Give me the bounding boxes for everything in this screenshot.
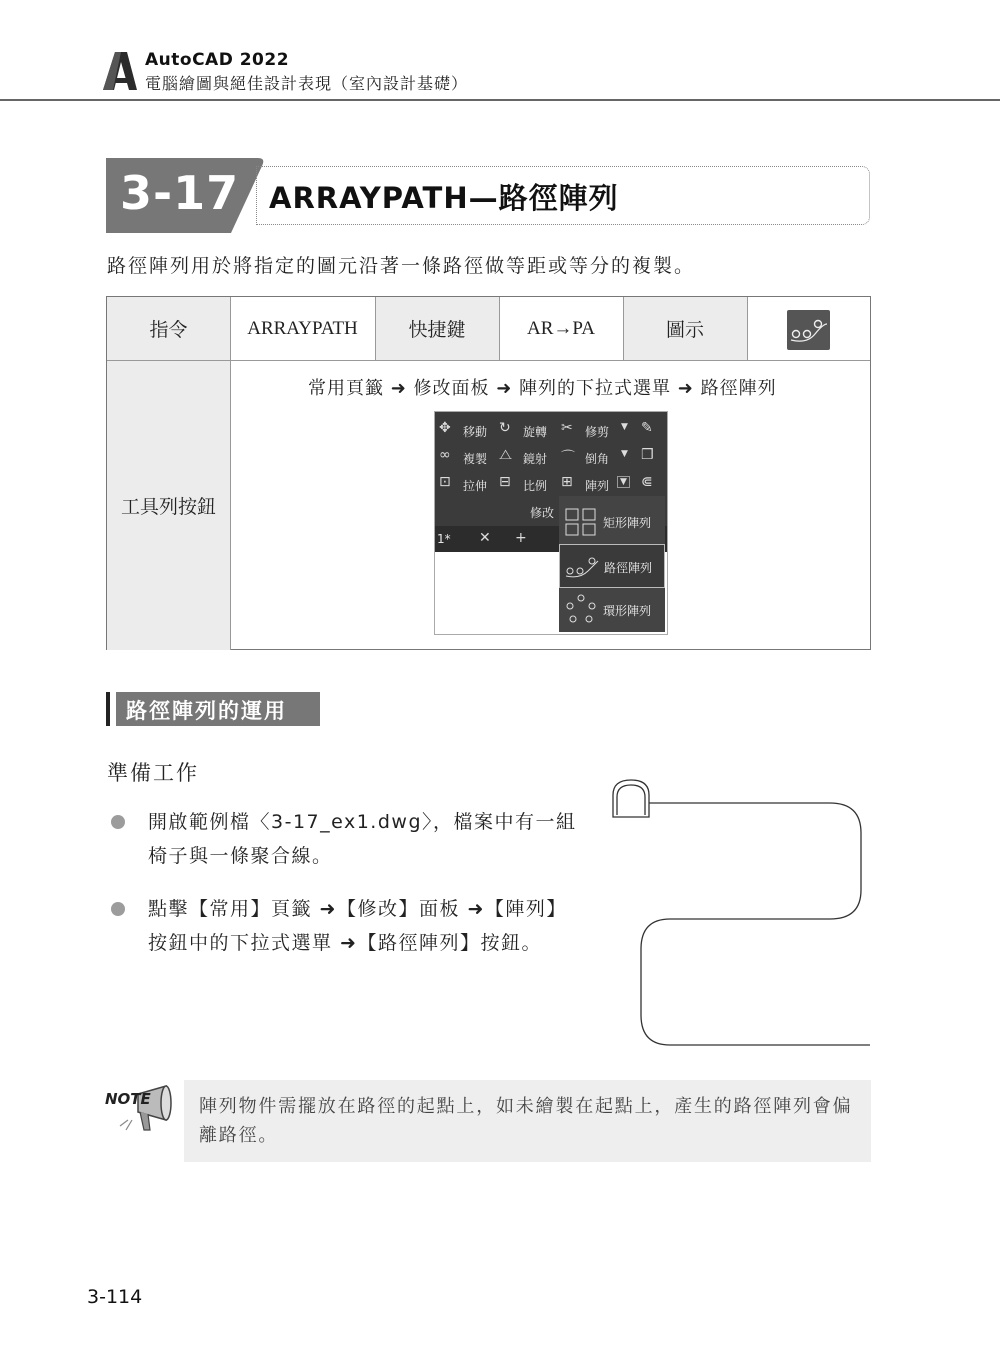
stretch-icon: ⊡ <box>439 474 451 490</box>
array-button[interactable]: 陣列 <box>585 479 610 493</box>
toolbar-label: 工具列按鈕 <box>120 495 216 518</box>
prep-heading: 準備工作 <box>107 761 199 785</box>
path-array-icon <box>564 553 600 581</box>
array-path-icon <box>787 310 830 350</box>
rotate-button[interactable]: 旋轉 <box>523 425 548 439</box>
command-value-cell <box>230 297 375 360</box>
polar-array-icon <box>565 594 597 626</box>
bullet-line: 按鈕中的下拉式選單 ➜【路徑陣列】按鈕。 <box>148 932 542 954</box>
trim-dropdown-icon[interactable]: ▼ <box>621 422 628 432</box>
menu-label: 路徑陣列 <box>604 561 653 575</box>
icon-label-cell <box>623 297 747 360</box>
array-dropdown-icon[interactable]: ▼ <box>617 476 630 488</box>
header-rule <box>0 99 1000 101</box>
intro-paragraph: 路徑陣列用於將指定的圖元沿著一條路徑做等距或等分的複製。 <box>107 255 696 277</box>
shortcut-label-cell <box>375 297 499 360</box>
bullet-line: 椅子與一條聚合線。 <box>148 845 333 867</box>
toolbar-path: 常用頁籤 ➜ 修改面板 ➜ 陣列的下拉式選單 ➜ 路徑陣列 <box>308 378 777 399</box>
subsection-bar <box>106 692 110 726</box>
section-title: ARRAYPATH—路徑陣列 <box>269 181 619 215</box>
icon-label: 圖示 <box>665 319 704 341</box>
mirror-icon: ⧍ <box>499 447 513 463</box>
menu-item-path-array[interactable] <box>559 544 665 588</box>
section-number: 3-17 <box>120 166 240 220</box>
menu-item-polar-array[interactable] <box>559 588 665 632</box>
rectangular-array-icon <box>565 508 597 536</box>
scale-icon: ⊟ <box>499 474 511 490</box>
erase-icon[interactable]: ✎ <box>641 420 653 436</box>
array-icon: ⊞ <box>561 474 573 490</box>
move-icon: ✥ <box>439 420 451 436</box>
new-tab-icon[interactable]: + <box>515 530 527 546</box>
fillet-button[interactable]: 倒角 <box>585 452 610 466</box>
modify-panel-label: 修改 <box>530 506 555 520</box>
page-number: 3-114 <box>87 1286 143 1308</box>
command-label-cell <box>107 297 230 360</box>
bullet-line: 點擊【常用】頁籤 ➜【修改】面板 ➜【陣列】 <box>148 898 567 920</box>
book-title: AutoCAD 2022 <box>145 50 290 70</box>
bullet-line: 開啟範例檔〈3-17_ex1.dwg〉，檔案中有一組 <box>148 811 577 833</box>
toolbar-label-cell <box>107 360 230 650</box>
polyline-drawing <box>600 775 875 1055</box>
copy-button[interactable]: 複製 <box>463 452 488 466</box>
cube-icon[interactable]: ❒ <box>641 447 654 463</box>
document-tab[interactable]: 1* <box>437 532 451 546</box>
bullet-icon <box>111 902 125 916</box>
polyline-path <box>641 803 870 1045</box>
bullet-icon <box>111 815 125 829</box>
subsection-title: 路徑陣列的運用 <box>126 699 287 723</box>
autocad-logo-icon <box>101 50 137 92</box>
array-dropdown-menu <box>559 496 665 632</box>
move-button[interactable]: 移動 <box>463 425 488 439</box>
note-label: NOTE <box>105 1090 151 1108</box>
trim-icon: ✂ <box>561 420 573 436</box>
fillet-dropdown-icon[interactable]: ▼ <box>621 449 628 459</box>
scale-button[interactable]: 比例 <box>523 479 548 493</box>
note-megaphone-icon <box>106 1080 176 1140</box>
ribbon-screenshot <box>434 411 668 635</box>
fillet-icon: ⌒ <box>561 450 575 466</box>
mirror-button[interactable]: 鏡射 <box>523 452 548 466</box>
copy-icon: ∞ <box>439 447 451 463</box>
command-label: 指令 <box>149 319 188 341</box>
menu-label: 環形陣列 <box>603 604 652 618</box>
menu-item-rectangular-array[interactable] <box>559 500 665 544</box>
book-subtitle: 電腦繪圖與絕佳設計表現（室內設計基礎） <box>145 74 469 93</box>
shortcut-value: AR→PA <box>527 317 595 339</box>
offset-icon[interactable]: ⋐ <box>641 474 653 490</box>
note-text: 陣列物件需擺放在路徑的起點上，如未繪製在起點上，產生的路徑陣列會偏離路徑。 <box>199 1096 853 1146</box>
stretch-button[interactable]: 拉伸 <box>463 479 488 493</box>
close-tab-icon[interactable]: ✕ <box>479 530 491 546</box>
trim-button[interactable]: 修剪 <box>585 425 610 439</box>
command-value: ARRAYPATH <box>247 317 358 339</box>
shortcut-value-cell <box>499 297 623 360</box>
rotate-icon: ↻ <box>499 420 511 436</box>
chair-shape <box>613 780 649 817</box>
menu-label: 矩形陣列 <box>603 516 652 530</box>
shortcut-label: 快捷鍵 <box>408 319 466 341</box>
